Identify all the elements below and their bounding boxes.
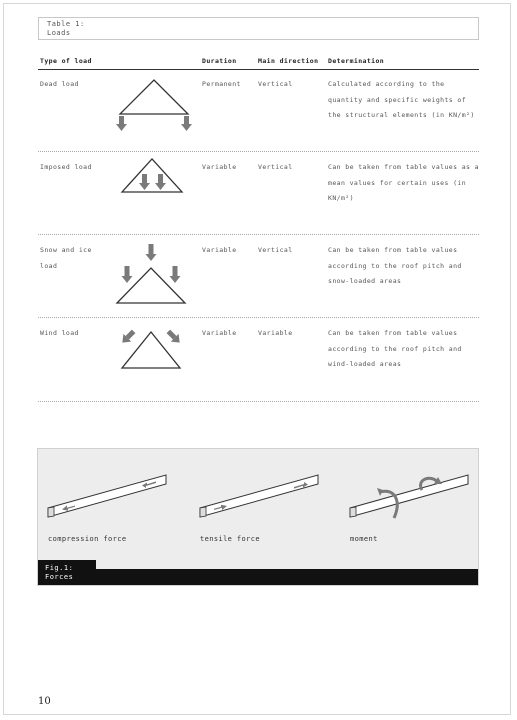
row-duration: Permanent xyxy=(202,80,241,88)
row-determination: Can be taken from table values according to the roof pitch and wind-loaded areas xyxy=(328,329,462,368)
header-determination: Determination xyxy=(328,57,385,65)
row-divider xyxy=(38,317,479,318)
row-duration: Variable xyxy=(202,329,237,337)
figure-caption-title: Forces xyxy=(45,573,74,581)
figure-bar xyxy=(38,569,478,585)
imposed-arrows-icon xyxy=(139,174,166,190)
row-determination: Can be taken from table values according to the roof pitch and snow-loaded areas xyxy=(328,246,462,285)
tensile-beam-diagram xyxy=(196,470,326,530)
imposed-load-diagram xyxy=(112,155,200,200)
snow-arrows-icon xyxy=(122,244,181,283)
row-determination: Calculated according to the quantity and specific weights of the structural elements (in KN/m²) xyxy=(328,80,475,119)
table-caption-number: Table 1: xyxy=(47,20,85,28)
wind-arrows-icon xyxy=(118,327,183,346)
header-direction: Main direction xyxy=(258,57,319,65)
row-type: Wind load xyxy=(40,329,79,337)
tensile-force-label: tensile force xyxy=(200,535,260,543)
row-direction: Vertical xyxy=(258,163,293,171)
row-type: Snow and ice load xyxy=(40,246,92,270)
row-determination: Can be taken from table values as a mean values for certain uses (in KN/m²) xyxy=(328,163,479,202)
moment-beam-diagram xyxy=(344,468,474,530)
table-caption xyxy=(38,17,479,40)
wind-load-diagram xyxy=(112,323,200,373)
compression-beam-diagram xyxy=(44,470,174,530)
support-arrows-icon xyxy=(116,116,192,131)
row-direction: Vertical xyxy=(258,246,293,254)
row-type: Dead load xyxy=(40,80,79,88)
dead-load-diagram xyxy=(112,78,200,138)
row-direction: Variable xyxy=(258,329,293,337)
header-type: Type of load xyxy=(40,57,92,65)
row-divider xyxy=(38,151,479,152)
row-type: Imposed load xyxy=(40,163,92,171)
compression-force-label: compression force xyxy=(48,535,127,543)
header-rule xyxy=(38,69,479,70)
figure-caption-number: Fig.1: xyxy=(45,564,74,572)
figure-caption xyxy=(38,560,96,585)
moment-label: moment xyxy=(350,535,378,543)
page-number: 10 xyxy=(38,696,51,707)
row-divider xyxy=(38,234,479,235)
table-caption-title: Loads xyxy=(47,29,71,37)
row-direction: Vertical xyxy=(258,80,293,88)
row-divider xyxy=(38,401,479,402)
row-duration: Variable xyxy=(202,246,237,254)
header-duration: Duration xyxy=(202,57,237,65)
snow-load-diagram xyxy=(112,241,200,307)
row-duration: Variable xyxy=(202,163,237,171)
